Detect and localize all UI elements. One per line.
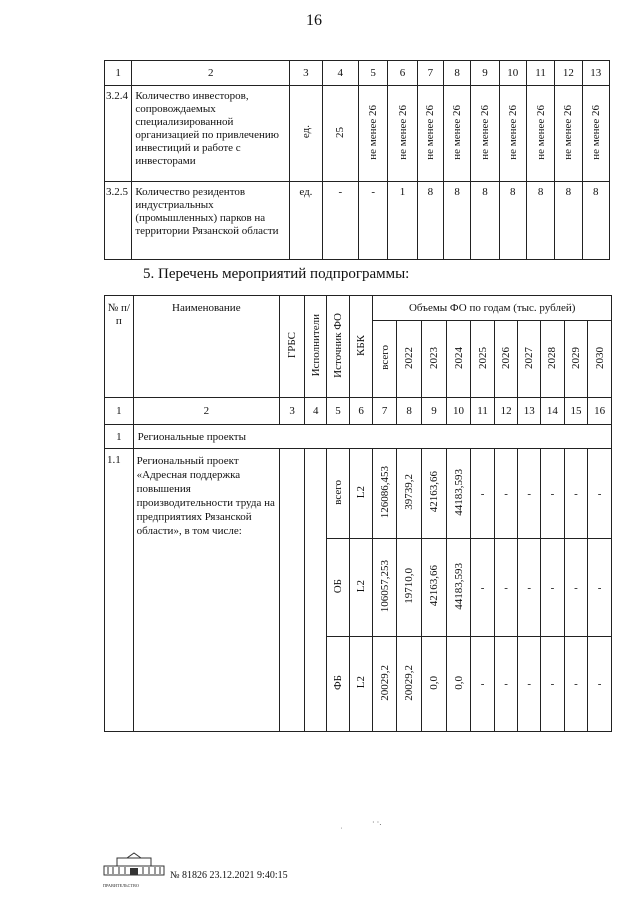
table-numbers-row: [105, 398, 612, 425]
building-icon: [103, 852, 165, 878]
page-number: 16: [306, 12, 322, 29]
row-name: Количество инвесторов, сопровождаемых специализированной организацией по привлечению инвестиций и работе с инвесторами: [132, 86, 290, 182]
row-base: 25: [334, 126, 347, 138]
header-year: 2029: [569, 346, 582, 369]
header-year: всего: [378, 345, 391, 370]
col-number: 11: [526, 61, 554, 86]
row-name: Количество резидентов индустриальных (промышленных) парков на территории Рязанской области: [132, 182, 290, 260]
row-value: 8: [443, 182, 470, 260]
amount-cell: 106057,253: [378, 559, 391, 613]
amount-cell: 20029,2: [403, 664, 416, 701]
header-year: 2026: [500, 346, 513, 369]
row-value: не менее 26: [506, 104, 519, 160]
amount-cell: 42163,66: [428, 471, 441, 513]
table-row: [105, 425, 612, 449]
row-id: 1.1: [105, 449, 134, 732]
header-year: 2028: [546, 346, 559, 369]
row-value: не менее 26: [478, 104, 491, 160]
header-kbk: КБК: [355, 334, 368, 356]
header-year: 2025: [476, 346, 489, 369]
col-number: 14: [541, 398, 565, 425]
col-number: 8: [396, 398, 421, 425]
kbk-code: L2: [355, 676, 368, 689]
kbk-code: L2: [355, 579, 368, 593]
government-stamp: [103, 852, 165, 888]
amount-cell: 44183,593: [452, 468, 465, 516]
row-value: не менее 26: [589, 104, 602, 160]
amount-cell: -: [471, 637, 495, 732]
row-value: не менее 26: [562, 104, 575, 160]
table-header-row: [105, 61, 610, 86]
col-number: 1: [105, 398, 134, 425]
amount-cell: -: [494, 637, 518, 732]
amount-cell: -: [588, 449, 612, 539]
amount-cell: -: [541, 637, 565, 732]
row-section-label: Региональные проекты: [133, 425, 611, 449]
table-row: [105, 182, 610, 260]
amount-cell: 126086,453: [378, 465, 391, 519]
row-name: Региональный проект «Адресная поддержка повышения производительности труда на предприятиях Рязанской области», в том числе:: [133, 449, 279, 732]
header-year: 2024: [452, 346, 465, 369]
row-base: -: [322, 182, 358, 260]
amount-cell: -: [564, 637, 588, 732]
col-number: 11: [471, 398, 495, 425]
col-number: 8: [443, 61, 470, 86]
row-value: 8: [499, 182, 526, 260]
col-number: 7: [417, 61, 443, 86]
header-year: 2030: [593, 346, 606, 369]
col-number: 6: [388, 61, 417, 86]
col-number: 2: [133, 398, 279, 425]
row-id: 3.2.5: [105, 182, 132, 260]
amount-cell: -: [541, 449, 565, 539]
col-number: 5: [358, 61, 387, 86]
col-number: 3: [290, 61, 322, 86]
amount-cell: -: [494, 449, 518, 539]
row-unit: ед.: [290, 182, 322, 260]
amount-cell: -: [518, 539, 541, 637]
document-registration: № 81826 23.12.2021 9:40:15: [170, 870, 288, 881]
header-number: № п/п: [105, 296, 134, 398]
row-value: 8: [471, 182, 499, 260]
indicators-table: [104, 60, 610, 260]
row-unit: ед.: [299, 125, 312, 139]
row-value: не менее 26: [534, 104, 547, 160]
scan-artifact: · ·.: [372, 818, 382, 827]
amount-cell: 19710,0: [403, 568, 416, 604]
kbk-code: L2: [355, 485, 368, 499]
row-value: 1: [388, 182, 417, 260]
col-number: 3: [279, 398, 304, 425]
row-value: не менее 26: [451, 104, 464, 160]
col-number: 10: [499, 61, 526, 86]
amount-cell: -: [494, 539, 518, 637]
amount-cell: 0,0: [452, 675, 465, 690]
row-value: 8: [526, 182, 554, 260]
col-number: 4: [322, 61, 358, 86]
amount-cell: 39739,2: [403, 474, 416, 510]
header-funding-source: Источник ФО: [331, 312, 344, 378]
row-value: не менее 26: [396, 104, 409, 160]
header-volumes: Объемы ФО по годам (тыс. рублей): [373, 296, 612, 321]
funding-source: ФБ: [331, 674, 344, 690]
amount-cell: -: [564, 449, 588, 539]
amount-cell: -: [471, 449, 495, 539]
col-number: 1: [105, 61, 132, 86]
col-number: 6: [349, 398, 373, 425]
funding-source: всего: [331, 479, 344, 505]
measures-table: [104, 295, 612, 732]
col-number: 9: [471, 61, 499, 86]
header-name: Наименование: [133, 296, 279, 398]
table-header-row: [105, 296, 612, 321]
col-number: 4: [305, 398, 327, 425]
row-value: 8: [555, 182, 582, 260]
amount-cell: -: [564, 539, 588, 637]
amount-cell: -: [588, 637, 612, 732]
col-number: 5: [327, 398, 350, 425]
col-number: 12: [555, 61, 582, 86]
col-number: 12: [494, 398, 518, 425]
col-number: 2: [132, 61, 290, 86]
table-row: [105, 86, 610, 182]
amount-cell: 44183,593: [452, 562, 465, 610]
stamp-label: ПРАВИТЕЛЬСТВО: [103, 883, 140, 888]
amount-cell: -: [588, 539, 612, 637]
header-executors: Исполнители: [309, 313, 322, 377]
col-number: 9: [422, 398, 446, 425]
section-title: 5. Перечень мероприятий подпрограммы:: [143, 266, 410, 282]
header-year: 2027: [523, 346, 536, 369]
row-value: 8: [417, 182, 443, 260]
amount-cell: 42163,66: [428, 565, 441, 607]
amount-cell: 0,0: [428, 675, 441, 690]
amount-cell: -: [518, 637, 541, 732]
amount-cell: -: [541, 539, 565, 637]
amount-cell: -: [471, 539, 495, 637]
col-number: 16: [588, 398, 612, 425]
col-number: 13: [518, 398, 541, 425]
header-year: 2022: [403, 346, 416, 369]
row-id: 1: [105, 425, 134, 449]
row-value: -: [358, 182, 387, 260]
row-value: не менее 26: [367, 104, 380, 160]
header-year: 2023: [428, 346, 441, 369]
header-grbs: ГРБС: [286, 331, 299, 359]
col-number: 13: [582, 61, 609, 86]
row-id: 3.2.4: [105, 86, 132, 182]
col-number: 10: [446, 398, 470, 425]
row-value: 8: [582, 182, 609, 260]
col-number: 15: [564, 398, 588, 425]
table-row: [105, 449, 612, 539]
col-number: 7: [373, 398, 397, 425]
amount-cell: 20029,2: [378, 664, 391, 701]
amount-cell: -: [518, 449, 541, 539]
row-value: не менее 26: [424, 104, 437, 160]
funding-source: ОБ: [331, 578, 344, 594]
scan-artifact: ˙: [340, 826, 343, 835]
